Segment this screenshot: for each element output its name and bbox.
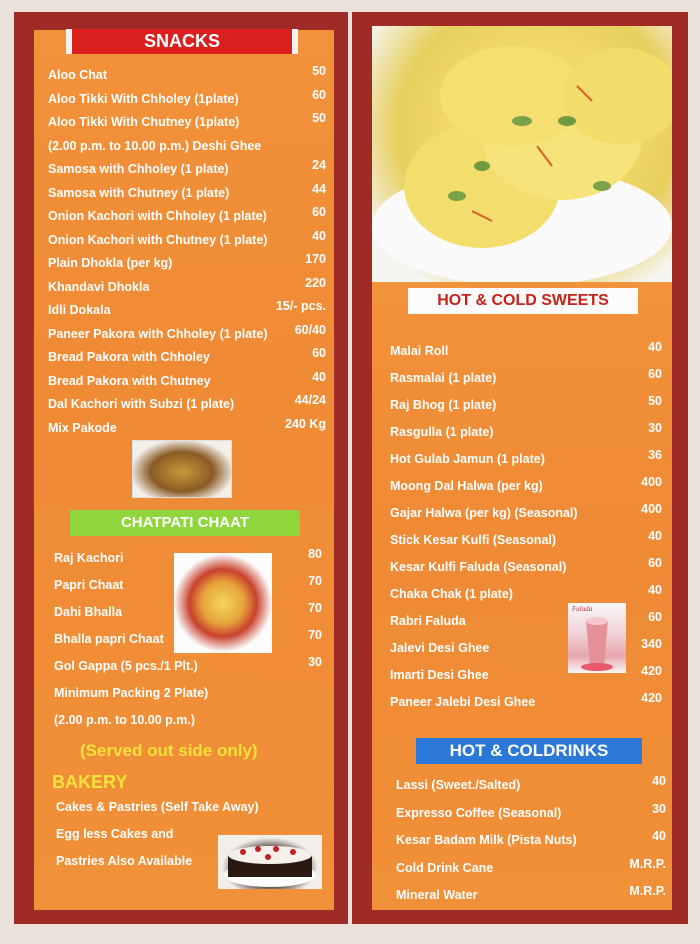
faluda-photo <box>568 603 626 673</box>
snack-item-price: 60 <box>312 87 326 102</box>
drink-item-price: M.R.P. <box>629 856 666 871</box>
snack-item-name: Khandavi Dhokla <box>48 279 150 294</box>
drink-item-name: Kesar Badam Milk (Pista Nuts) <box>396 833 577 847</box>
sweet-item-price: 50 <box>648 394 662 408</box>
sweet-item-name: Kesar Kulfi Faluda (Seasonal) <box>390 560 567 574</box>
chaat-item-name: Minimum Packing 2 Plate) <box>54 686 209 700</box>
snack-item-name: Aloo Tikki With Chholey (1plate) <box>48 91 239 106</box>
sweet-item-name: Raj Bhog (1 plate) <box>390 398 497 412</box>
snack-item-price: 50 <box>312 111 326 125</box>
sweet-item-name: Gajar Halwa (per kg) (Seasonal) <box>390 506 578 520</box>
snack-item-name: (2.00 p.m. to 10.00 p.m.) Deshi Ghee <box>48 138 262 153</box>
snack-item-price: 40 <box>312 228 326 243</box>
chaat-item-name: (2.00 p.m. to 10.00 p.m.) <box>54 713 196 727</box>
rasmalai-photo <box>372 26 672 282</box>
snack-item-price: 15/- pcs. <box>275 299 326 313</box>
snack-item-price: 44 <box>312 181 326 196</box>
sweet-item-name: Chaka Chak (1 plate) <box>390 587 513 601</box>
sweet-item-name: Hot Gulab Jamun (1 plate) <box>390 452 545 466</box>
chaat-item-name: Raj Kachori <box>54 551 124 565</box>
sweet-item-price: 340 <box>641 637 662 651</box>
chaat-item-name: Papri Chaat <box>54 578 124 592</box>
snack-item-name: Aloo Chat <box>48 68 108 82</box>
sweet-item-price: 420 <box>641 691 662 705</box>
chaat-photo <box>174 553 272 653</box>
sweet-item-name: Moong Dal Halwa (per kg) <box>390 479 543 493</box>
chaat-item-price: 70 <box>308 628 322 642</box>
sweet-item-name: Paneer Jalebi Desi Ghee <box>390 695 536 709</box>
snacks-heading: SNACKS <box>66 29 298 54</box>
chaat-item-price: 70 <box>308 574 322 588</box>
chhole-photo <box>132 440 232 498</box>
sweet-item-price: 60 <box>648 610 662 624</box>
chaat-item-name: Dahi Bhalla <box>54 605 123 619</box>
chaat-item-name: Gol Gappa (5 pcs./1 Plt.) <box>54 659 198 673</box>
sweet-item-price: 60 <box>648 367 662 381</box>
snack-item-name: Dal Kachori with Subzi (1 plate) <box>48 397 235 411</box>
snack-item-price: 60/40 <box>294 322 326 337</box>
sweet-item-price: 400 <box>641 502 662 516</box>
chaat-heading: CHATPATI CHAAT <box>70 510 300 536</box>
drink-item-name: Expresso Coffee (Seasonal) <box>396 805 562 820</box>
snack-item-price: 240 Kg <box>285 416 326 431</box>
faluda-photo-label: Faluda <box>572 605 593 613</box>
bakery-line: Egg less Cakes and <box>56 827 174 841</box>
snack-item-name: Plain Dhokla (per kg) <box>48 256 173 270</box>
snack-item-price: 50 <box>312 64 326 78</box>
chaat-item-price: 80 <box>308 547 322 561</box>
bakery-line: Cakes & Pastries (Self Take Away) <box>56 800 259 814</box>
snack-item-name: Samosa with Chholey (1 plate) <box>48 162 229 176</box>
sweet-item-name: Jalevi Desi Ghee <box>390 641 490 655</box>
sweet-item-price: 420 <box>641 664 662 678</box>
snack-item-price: 24 <box>312 158 326 172</box>
snack-item-name: Bread Pakora with Chholey <box>48 350 210 364</box>
snack-item-price: 40 <box>312 369 326 384</box>
sweet-item-price: 36 <box>648 448 662 462</box>
sweet-item-name: Stick Kesar Kulfi (Seasonal) <box>390 533 557 547</box>
sweets-heading: HOT & COLD SWEETS <box>408 288 638 314</box>
chaat-item-name: Bhalla papri Chaat <box>54 632 164 646</box>
snack-item-name: Paneer Pakora with Chholey (1 plate) <box>48 326 268 341</box>
drink-item-price: M.R.P. <box>629 884 666 898</box>
sweet-item-name: Rabri Faluda <box>390 614 466 628</box>
sweet-item-name: Rasmalai (1 plate) <box>390 371 497 385</box>
cake-photo <box>218 835 322 889</box>
sweet-item-price: 40 <box>648 529 662 543</box>
sweet-item-price: 30 <box>648 421 662 435</box>
snack-item-name: Idli Dokala <box>48 303 111 317</box>
sweet-item-price: 40 <box>648 583 662 597</box>
sweet-item-name: Malai Roll <box>390 344 449 358</box>
drink-item-name: Mineral Water <box>396 888 478 902</box>
chaat-item-price: 30 <box>308 655 322 669</box>
snack-item-name: Mix Pakode <box>48 420 117 435</box>
drink-item-price: 40 <box>652 829 666 843</box>
bakery-line: Pastries Also Available <box>56 854 193 868</box>
snack-item-name: Samosa with Chutney (1 plate) <box>48 185 230 200</box>
snack-item-name: Onion Kachori with Chholey (1 plate) <box>48 209 267 223</box>
drink-item-name: Cold Drink Cane <box>396 860 494 875</box>
snack-item-price: 220 <box>305 275 326 290</box>
sweet-item-price: 400 <box>641 475 662 489</box>
sweet-item-name: Imarti Desi Ghee <box>390 668 489 682</box>
drinks-heading: HOT & COLDRINKS <box>416 738 642 764</box>
snack-item-name: Aloo Tikki With Chutney (1plate) <box>48 115 240 129</box>
snack-item-price: 170 <box>305 252 326 266</box>
snack-item-price: 44/24 <box>294 393 326 407</box>
drink-item-price: 30 <box>652 801 666 816</box>
snack-item-price: 60 <box>312 205 326 219</box>
bakery-heading: BAKERY <box>52 772 128 792</box>
snack-item-name: Bread Pakora with Chutney <box>48 373 211 388</box>
snack-item-price: 60 <box>312 346 326 360</box>
sweet-item-price: 60 <box>648 556 662 570</box>
chaat-item-price: 70 <box>308 601 322 615</box>
drink-item-price: 40 <box>652 774 666 788</box>
sweet-item-price: 40 <box>648 340 662 354</box>
sweet-item-name: Rasgulla (1 plate) <box>390 425 494 439</box>
drink-item-name: Lassi (Sweet./Salted) <box>396 778 521 792</box>
served-note: (Served out side only) <box>80 741 258 760</box>
snack-item-name: Onion Kachori with Chutney (1 plate) <box>48 232 268 247</box>
